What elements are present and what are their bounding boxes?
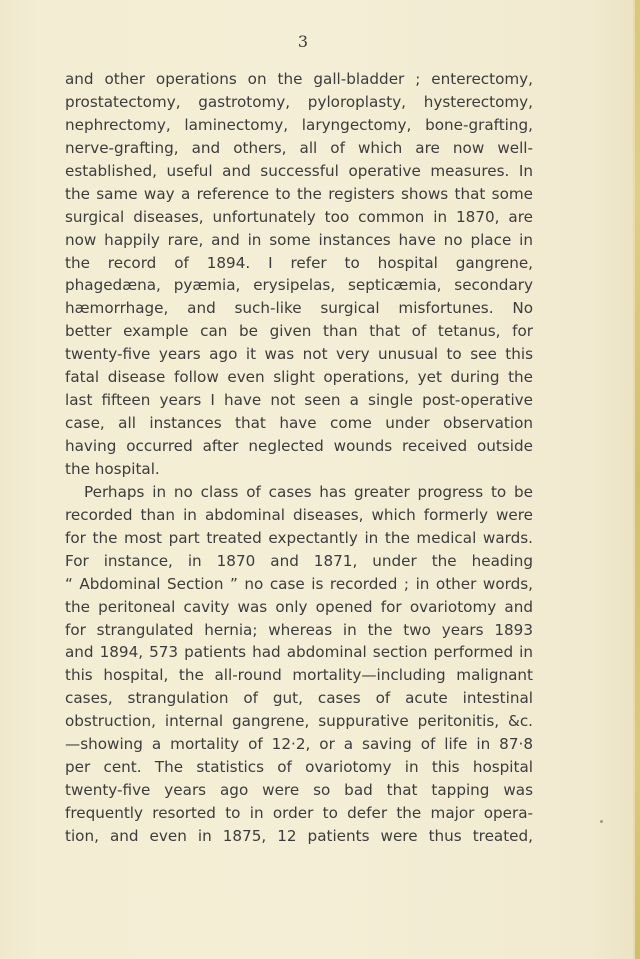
text-line: the same way a reference to the registers shows that some: [65, 184, 533, 203]
text-line: recorded than in abdominal diseases, which formerly were: [65, 505, 533, 524]
text-line: for the most part treated expectantly in the medical wards.: [65, 528, 533, 547]
text-line: twenty-five years ago it was not very unusual to see this: [65, 345, 533, 364]
text-line: surgical diseases, unfortunately too common in 1870, are: [65, 207, 533, 226]
text-line: cases, strangulation of gut, cases of acute intestinal: [65, 689, 533, 708]
text-line: frequently resorted to in order to defer the major opera-: [65, 804, 533, 822]
text-line: twenty-five years ago were so bad that tapping was: [65, 781, 533, 800]
text-line: and other operations on the gall-bladder ; enterectomy,: [65, 70, 533, 88]
text-line: now happily rare, and in some instances have no place in: [65, 230, 533, 249]
text-line: per cent. The statistics of ovariotomy in this hospital: [65, 758, 533, 777]
paper-speck: [600, 820, 603, 823]
page-gilt-edge: [635, 0, 640, 959]
page-number: 3: [297, 32, 309, 51]
text-line: nephrectomy, laminectomy, laryngectomy, bone-grafting,: [65, 115, 533, 134]
text-line: last fifteen years I have not seen a single post-operative: [65, 391, 533, 410]
text-line: prostatectomy, gastrotomy, pyloroplasty, hysterectomy,: [65, 92, 533, 111]
text-line: nerve-grafting, and others, all of which are now well-: [65, 138, 533, 157]
text-line: having occurred after neglected wounds received outside: [65, 437, 533, 455]
text-line: —showing a mortality of 12·2, or a saving of life in 87·8: [65, 735, 533, 754]
text-line: fatal disease follow even slight operations, yet during the: [65, 368, 533, 387]
text-line: the peritoneal cavity was only opened for ovariotomy and: [65, 597, 533, 616]
text-line: case, all instances that have come under observation: [65, 414, 533, 433]
text-line: for strangulated hernia; whereas in the two years 1893: [65, 620, 533, 639]
text-line: the hospital.: [65, 459, 160, 478]
text-line: “ Abdominal Section ” no case is recorded ; in other words,: [65, 574, 533, 593]
text-line: the record of 1894. I refer to hospital gangrene,: [65, 253, 533, 272]
body-text: [65, 68, 533, 848]
text-line: obstruction, internal gangrene, suppurative peritonitis, &c.: [65, 712, 533, 731]
text-line: tion, and even in 1875, 12 patients were thus treated,: [65, 826, 533, 845]
text-line: established, useful and successful operative measures. In: [65, 161, 533, 180]
text-line: this hospital, the all-round mortality—including malignant: [65, 666, 533, 685]
text-line: For instance, in 1870 and 1871, under the heading: [65, 551, 533, 570]
text-line: phagedæna, pyæmia, erysipelas, septicæmia, secondary: [65, 276, 533, 295]
text-line: and 1894, 573 patients had abdominal section performed in: [65, 643, 533, 662]
text-line: Perhaps in no class of cases has greater progress to be: [84, 482, 533, 501]
text-line: hæmorrhage, and such-like surgical misfortunes. No: [65, 299, 533, 318]
text-line: better example can be given than that of tetanus, for: [65, 322, 533, 341]
